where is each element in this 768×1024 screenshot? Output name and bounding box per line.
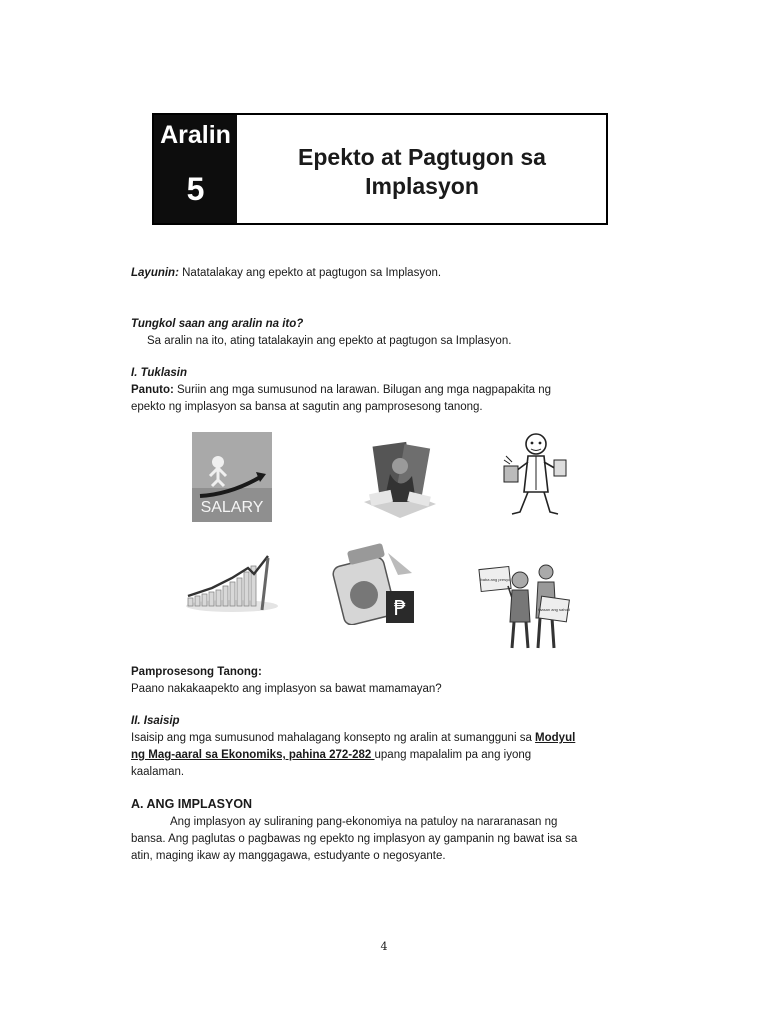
aralin-label: Aralin: [160, 121, 231, 149]
tungkol-question: Tungkol saan ang aralin na ito?: [131, 318, 304, 330]
lesson-title: [238, 143, 606, 201]
rising-chart-image: [182, 552, 280, 618]
shopping-man-image: [500, 430, 570, 522]
layunin-text: Natatalakay ang epekto at pagtugon sa Implasyon.: [182, 267, 442, 279]
isaisip-text-1: Isaisip ang mga sumusunod mahalagang konsepto ng aralin at sumangguni sa: [131, 732, 536, 744]
protesters-image: [478, 560, 574, 654]
panuto-text-1: Suriin ang mga sumusunod na larawan. Bilugan ang mga nagpapakita ng: [177, 384, 552, 396]
salary-image: [192, 432, 272, 522]
layunin-label: Layunin:: [131, 267, 179, 279]
pamprosesong-label: Pamprosesong Tanong:: [131, 666, 262, 678]
isaisip-line3: kaalaman.: [131, 766, 185, 778]
stressed-person-image: [360, 432, 438, 522]
aralin-badge: [154, 115, 237, 223]
panuto-line1: [131, 382, 629, 399]
isaisip-line1: [131, 730, 629, 747]
tuklasin-heading: I. Tuklasin: [131, 367, 188, 379]
lesson-title-line1: Epekto at Pagtugon sa: [298, 144, 546, 170]
implasyon-line2: bansa. Ang paglutas o pagbawas ng epekto ng implasyon ay gampanin ng bawat isa sa: [131, 833, 578, 845]
protest-sign-2: taasan ang sahod: [538, 607, 570, 612]
implasyon-line3: atin, maging ikaw ay manggagawa, estudyante o negosyante.: [131, 850, 446, 862]
layunin-line: [131, 265, 441, 282]
salary-text: SALARY: [200, 499, 264, 516]
isaisip-heading: II. Isaisip: [131, 715, 180, 727]
aralin-number: 5: [186, 171, 205, 207]
peso-jar-image: [332, 543, 416, 625]
panuto-line2: epekto ng implasyon sa bansa at sagutin ang pamprosesong tanong.: [131, 401, 483, 413]
isaisip-text-2: upang mapalalim pa ang iyong: [374, 749, 532, 761]
implasyon-heading: A. ANG IMPLASYON: [131, 797, 253, 811]
panuto-label: Panuto:: [131, 384, 174, 396]
modyul-reference-link-2: ng Mag-aaral sa Ekonomiks, pahina 272-282: [131, 749, 375, 761]
lesson-title-line2: Implasyon: [365, 173, 479, 199]
modyul-reference-link: Modyul: [535, 732, 576, 744]
tungkol-answer: Sa aralin na ito, ating tatalakayin ang epekto at pagtugon sa Implasyon.: [147, 335, 512, 347]
peso-sign: ₱: [393, 596, 407, 620]
protest-sign-1: ibaba ang presyo: [479, 577, 511, 582]
page-number: 4: [380, 940, 388, 953]
isaisip-line2: [131, 747, 531, 764]
pamprosesong-question: Paano nakakaapekto ang implasyon sa bawat mamamayan?: [131, 683, 442, 695]
implasyon-line1: Ang implasyon ay suliraning pang-ekonomiya na patuloy na nararanasan ng: [170, 816, 558, 828]
lesson-title-box: [152, 113, 608, 225]
